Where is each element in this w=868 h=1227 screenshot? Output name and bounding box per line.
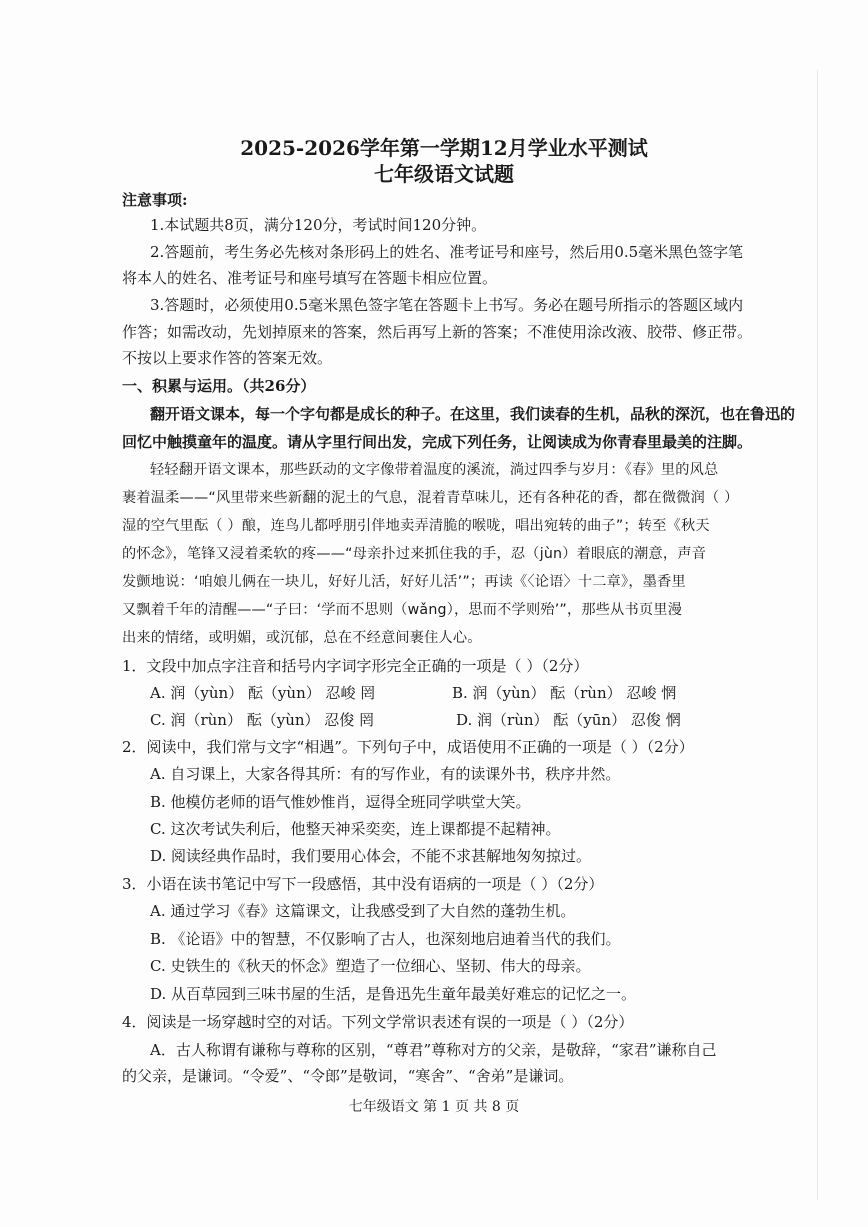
- passage-line: 的怀念》，笔锋又浸着柔软的疼——“母亲扑过来抓住我的手，忍（jùn）着眼底的潮意，声音: [122, 546, 707, 562]
- notice-item-3c: 不按以上要求作答的答案无效。: [122, 349, 333, 367]
- passage-line: 又飘着千年的清醒——“子曰：‘学而不思则（wǎng），思而不学则殆’”，那些从书页里漫: [122, 602, 683, 618]
- question-3-option-d: D. 从百草园到三味书屋的生活，是鲁迅先生童年最美好难忘的记忆之一。: [150, 985, 637, 1003]
- notice-item-1: 1.本试题共8页，满分120分，考试时间120分钟。: [150, 216, 487, 234]
- question-1-option-b: B. 润（yùn） 酝（rùn） 忍峻 惘: [452, 684, 677, 702]
- question-1-stem: 1．文段中加点字注音和括号内字词字形完全正确的一项是（ ）（2分）: [122, 657, 589, 675]
- question-4-option-a-line-1: A．古人称谓有谦称与尊称的区别，“尊君”尊称对方的父亲，是敬辞，“家君”谦称自己: [150, 1041, 717, 1059]
- question-2-option-c: C. 这次考试失利后，他整天神采奕奕，连上课都提不起精神。: [150, 820, 561, 838]
- question-3-option-a: A. 通过学习《春》这篇课文，让我感受到了大自然的蓬勃生机。: [150, 902, 576, 920]
- question-4-option-a-line-2: 的父亲，是谦词。“令爱”、“令郎”是敬词，“寒舍”、“舍弟”是谦词。: [122, 1067, 574, 1085]
- question-4-stem: 4．阅读是一场穿越时空的对话。下列文学常识表述有误的一项是（ ）（2分）: [122, 1013, 634, 1031]
- exam-title: 2025-2026学年第一学期12月学业水平测试: [240, 136, 648, 160]
- notice-item-3b: 作答；如需改动，先划掉原来的答案，然后再写上新的答案；不准使用涂改液、胶带、修正带。: [122, 323, 753, 341]
- section-1-intro-a: 翻开语文课本，每一个字句都是成长的种子。在这里，我们读春的生机，品秋的深沉，也在鲁迅的: [150, 405, 796, 423]
- question-3-option-b: B. 《论语》中的智慧，不仅影响了古人，也深刻地启迪着当代的我们。: [150, 930, 621, 948]
- page-edge-line: [817, 70, 818, 1200]
- page-footer: 七年级语文 第 1 页 共 8 页: [348, 1099, 520, 1115]
- question-1-option-d: D. 润（rùn） 酝（yūn） 忍俊 惘: [456, 711, 681, 729]
- question-2-option-a: A. 自习课上，大家各得其所：有的写作业，有的读课外书，秩序井然。: [150, 765, 621, 783]
- question-1-option-c: C. 润（rùn） 酝（yùn） 忍俊 罔: [150, 711, 375, 729]
- question-2-option-b: B. 他模仿老师的语气惟妙惟肖，逗得全班同学哄堂大笑。: [150, 793, 531, 811]
- notice-item-2a: 2.答题前，考生务必先核对条形码上的姓名、准考证号和座号，然后用0.5毫米黑色签字笔: [150, 243, 744, 261]
- question-3-option-c: C. 史铁生的《秋天的怀念》塑造了一位细心、坚韧、伟大的母亲。: [150, 957, 591, 975]
- passage-line: 轻轻翻开语文课本，那些跃动的文字像带着温度的溪流，淌过四季与岁月：《春》里的风总: [150, 462, 719, 478]
- question-1-option-a: A. 润（yùn） 酝（yùn） 忍峻 罔: [150, 684, 376, 702]
- passage-line: 出来的情绪，或明媚，或沉郁，总在不经意间裹住人心。: [122, 630, 482, 646]
- question-3-stem: 3．小语在读书笔记中写下一段感悟，其中没有语病的一项是（ ）（2分）: [122, 875, 604, 893]
- exam-subtitle: 七年级语文试题: [374, 162, 514, 186]
- section-1-heading: 一、积累与运用。（共26分）: [122, 377, 316, 395]
- notice-item-3a: 3.答题时，必须使用0.5毫米黑色签字笔在答题卡上书写。务必在题号所指示的答题区域内: [150, 296, 744, 314]
- passage-line: 发颤地说：‘咱娘儿俩在一块儿，好好儿活，好好儿活’”；再读《〈论语〉十二章》，墨香里: [122, 574, 686, 590]
- question-2-option-d: D. 阅读经典作品时，我们要用心体会，不能不求甚解地匆匆掠过。: [150, 847, 592, 865]
- notice-item-2b: 将本人的姓名、准考证号和座号填写在答题卡相应位置。: [122, 269, 498, 287]
- section-1-intro-b: 回忆中触摸童年的温度。请从字里行间出发，完成下列任务，让阅读成为你青春里最美的注脚。: [122, 433, 753, 451]
- passage-line: 裹着温柔——“风里带来些新翻的泥土的气息，混着青草味儿，还有各种花的香，都在微微润（ ）: [122, 490, 739, 506]
- question-2-stem: 2．阅读中，我们常与文字“相遇”。下列句子中，成语使用不正确的一项是（ ）（2分）: [122, 738, 694, 756]
- notice-heading: 注意事项:: [122, 191, 188, 209]
- passage-line: 湿的空气里酝（ ）酿，连鸟儿都呼朋引伴地卖弄清脆的喉咙，唱出宛转的曲子”；转至《秋天: [122, 518, 710, 534]
